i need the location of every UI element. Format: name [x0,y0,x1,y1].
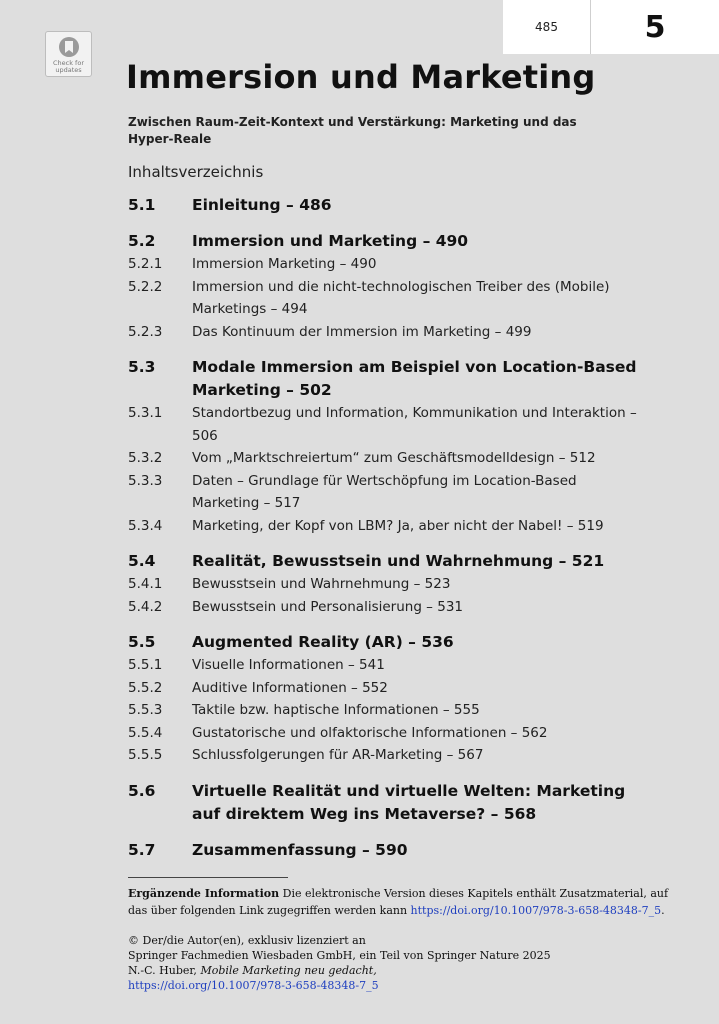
page-number-box [503,0,592,54]
toc-subsection[interactable] [128,573,648,596]
toc-section[interactable] [128,356,648,402]
badge-label: Check for updates [53,59,84,74]
toc-number: 5.5.5 [128,747,163,763]
check-for-updates-badge[interactable] [45,31,92,77]
toc-subsection[interactable] [128,722,648,745]
toc-number: 5.2.1 [128,256,163,272]
toc-title: Immersion und die nicht-technologischen Treiber des (Mobile) Marketings – 494 [192,278,610,317]
toc-title: Schlussfolgerungen für AR-Marketing – 567 [192,747,484,763]
toc-number: 5.4.2 [128,598,163,615]
toc-subsection[interactable] [128,321,648,344]
toc-title: Einleitung – 486 [192,196,332,214]
toc-number: 5.3.3 [128,472,163,489]
toc-number: 5.2.3 [128,323,163,340]
check-for-updates-icon [58,35,80,59]
toc-title: Daten – Grundlage für Wertschöpfung im Location-Based Marketing – 517 [192,472,577,511]
toc-number: 5.5.1 [128,657,163,673]
copyright-line-1: © Der/die Autor(en), exklusiv lizenziert an [128,934,366,947]
chapter-subtitle: Zwischen Raum-Zeit-Kontext und Verstärkung: Marketing und das Hyper-Reale [128,115,577,146]
toc-section[interactable] [128,839,648,862]
toc-section[interactable] [128,230,648,253]
toc-title: Marketing, der Kopf von LBM? Ja, aber nicht der Nabel! – 519 [192,517,604,534]
citation-line: N.-C. Huber, Mobile Marketing neu gedacht, [128,964,377,977]
toc-title: Standortbezug und Information, Kommunikation und Interaktion – 506 [192,405,637,444]
toc-number: 5.1 [128,196,156,214]
toc-number: 5.4.1 [128,576,163,592]
toc-subsection[interactable] [128,654,648,677]
supplementary-info: Ergänzende Information Die elektronische Version dieses Kapitels enthält Zusatzmaterial, auf das über folgenden Link zugegriffen werden kann https://doi.org/10.1007/978-3-658-48348-7_5. [128,887,669,917]
toc-number: 5.5.2 [128,679,163,696]
toc-number: 5.3.4 [128,517,163,534]
toc-number: 5.4 [128,552,156,570]
chapter-number-box [591,0,719,54]
toc-number: 5.7 [128,840,156,859]
citation-doi-link[interactable]: https://doi.org/10.1007/978-3-658-48348-7_5 [128,979,379,992]
footnote-lead: Ergänzende Information [128,887,280,900]
toc-subsection[interactable] [128,276,648,321]
toc-number: 5.3 [128,358,156,376]
toc-title: Immersion und Marketing – 490 [192,232,469,250]
toc-subsection[interactable] [128,677,648,700]
toc-number: 5.2.2 [128,278,163,295]
toc-section[interactable] [128,631,648,654]
table-of-contents [128,194,648,862]
toc-title: Realität, Bewusstsein und Wahrnehmung – 521 [192,552,605,570]
toc-title: Modale Immersion am Beispiel von Location-Based Marketing – 502 [192,358,637,399]
toc-number: 5.5 [128,633,156,651]
book-title: Mobile Marketing neu gedacht, [200,964,377,977]
chapter-title: Immersion und Marketing [126,58,596,96]
toc-subsection[interactable] [128,402,648,447]
toc-section[interactable] [128,194,648,217]
page-number: 485 [535,20,558,34]
footnote-text: Die elektronische Version dieses Kapitels enthält Zusatzmaterial, auf das über folgenden Link zugegriffen werden kann [128,887,669,917]
copyright-block [128,933,688,993]
toc-number: 5.6 [128,781,156,800]
toc-number: 5.3.1 [128,405,163,421]
toc-subsection[interactable] [128,596,648,619]
toc-section[interactable] [128,780,648,826]
toc-subsection[interactable] [128,447,648,470]
toc-number: 5.5.3 [128,702,163,718]
toc-subsection[interactable] [128,515,648,538]
toc-number: 5.2 [128,232,156,250]
toc-title: Zusammenfassung – 590 [192,840,408,859]
toc-title: Taktile bzw. haptische Informationen – 555 [192,702,480,718]
toc-title: Gustatorische und olfaktorische Informationen – 562 [192,724,548,741]
toc-subsection[interactable] [128,470,648,515]
toc-title: Bewusstsein und Personalisierung – 531 [192,598,463,615]
toc-title: Virtuelle Realität und virtuelle Welten: Marketing auf direktem Weg ins Metaverse? – 568 [192,781,626,823]
toc-number: 5.5.4 [128,724,163,741]
copyright-line-2: Springer Fachmedien Wiesbaden GmbH, ein Teil von Springer Nature 2025 [128,949,551,962]
toc-subsection[interactable] [128,253,648,276]
toc-number: 5.3.2 [128,450,163,466]
toc-title: Immersion Marketing – 490 [192,256,377,272]
footnote-doi-link[interactable]: https://doi.org/10.1007/978-3-658-48348-7_5 [410,904,662,917]
toc-subsection[interactable] [128,744,648,767]
toc-title: Bewusstsein und Wahrnehmung – 523 [192,576,451,592]
toc-title: Das Kontinuum der Immersion im Marketing – 499 [192,323,532,340]
footnote-divider [128,877,288,878]
chapter-number: 5 [644,9,666,45]
toc-title: Visuelle Informationen – 541 [192,657,385,673]
toc-heading: Inhaltsverzeichnis [128,163,264,181]
toc-title: Augmented Reality (AR) – 536 [192,633,454,651]
toc-subsection[interactable] [128,699,648,722]
toc-title: Auditive Informationen – 552 [192,679,388,696]
toc-title: Vom „Marktschreiertum“ zum Geschäftsmodelldesign – 512 [192,450,596,466]
toc-section[interactable] [128,550,648,573]
